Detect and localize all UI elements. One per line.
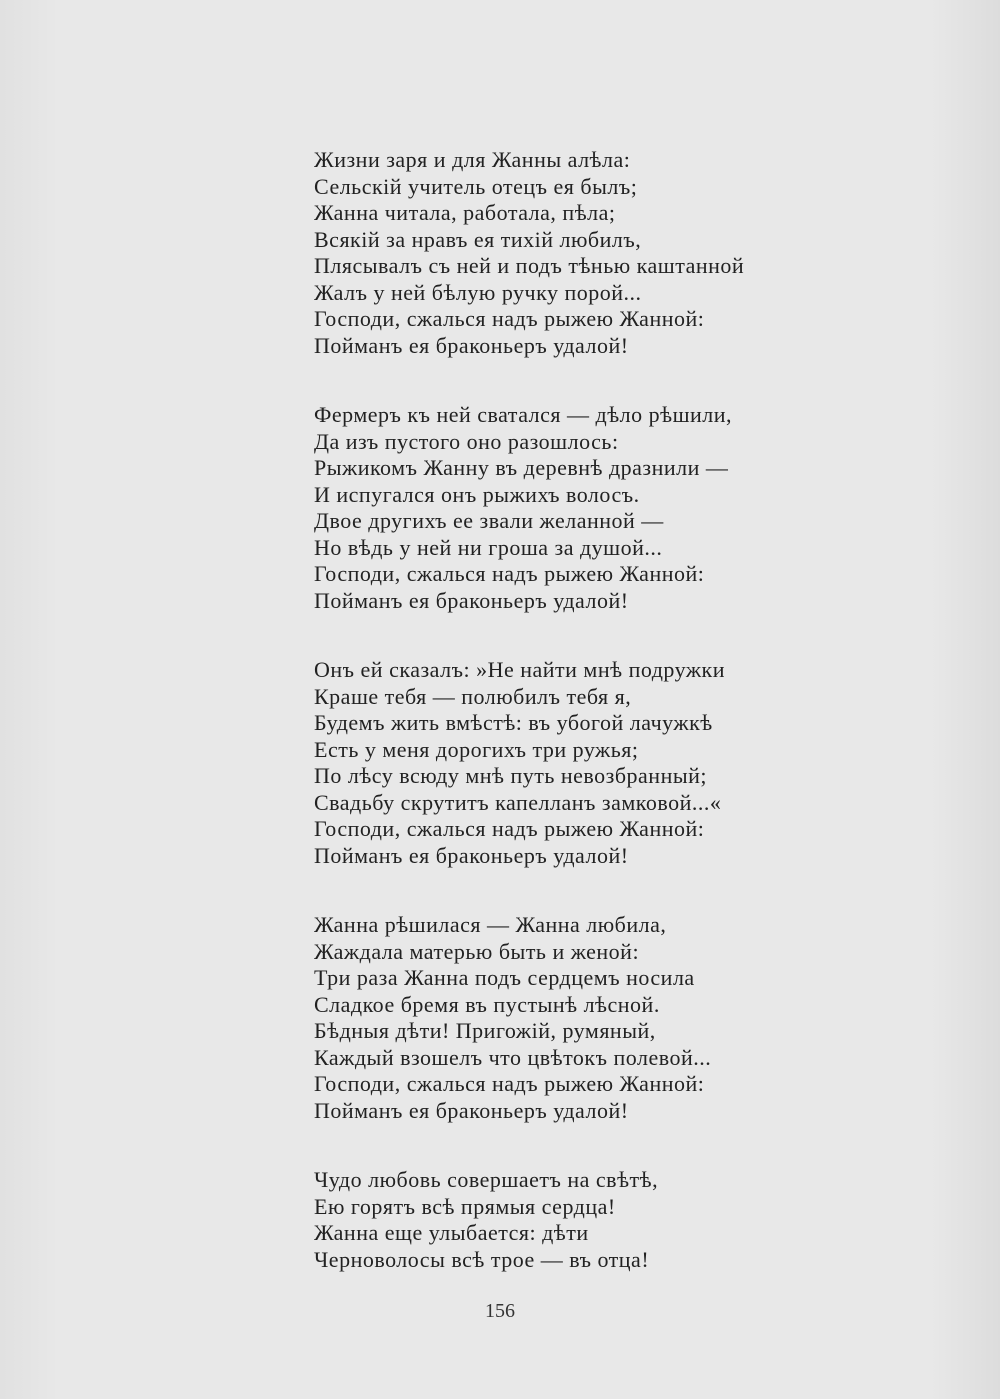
poem-line: Ею горятъ всѣ прямыя сердца!: [314, 1193, 616, 1219]
poem-line: Плясывалъ съ ней и подъ тѣнью каштанной: [314, 253, 745, 278]
poem-text: [314, 147, 834, 1273]
poem-line: Свадьбу скрутитъ капелланъ замковой...«: [314, 789, 722, 815]
poem-line: Будемъ жить вмѣстѣ: въ убогой лачужкѣ: [314, 710, 713, 735]
poem-line: Бѣдныя дѣти! Пригожій, румяный,: [314, 1018, 656, 1043]
poem-line: Жанна читала, работала, пѣла;: [314, 200, 616, 225]
poem-line: Черноволосы всѣ трое — въ отца!: [314, 1246, 650, 1272]
stanza-3: [314, 657, 834, 869]
poem-line: Жизни заря и для Жанны алѣла:: [314, 147, 631, 172]
poem-line: Сладкое бремя въ пустынѣ лѣсной.: [314, 991, 660, 1017]
poem-line: Жанна еще улыбается: дѣти: [314, 1220, 589, 1245]
poem-line: Жалъ у ней бѣлую ручку порой...: [314, 279, 642, 305]
poem-line: Жанна рѣшилася — Жанна любила,: [314, 912, 667, 937]
poem-line: Рыжикомъ Жанну въ деревнѣ дразнили —: [314, 455, 729, 480]
stanza-2: [314, 402, 834, 614]
poem-line: Чудо любовь совершаетъ на свѣтѣ,: [314, 1167, 659, 1192]
poem-line: Есть у меня дорогихъ три ружья;: [314, 736, 639, 762]
poem-line: Всякій за нравъ ея тихій любилъ,: [314, 226, 642, 252]
poem-refrain-line: Пойманъ ея браконьеръ удалой!: [314, 332, 629, 358]
poem-line: Да изъ пустого оно разошлось:: [314, 428, 619, 454]
poem-line: Сельскій учитель отецъ ея былъ;: [314, 173, 638, 199]
poem-line: Жаждала матерью быть и женой:: [314, 938, 640, 964]
poem-line: Онъ ей сказалъ: »Не найти мнѣ подружки: [314, 657, 725, 682]
poem-line: Но вѣдь у ней ни гроша за душой...: [314, 534, 663, 560]
stanza-5: [314, 1167, 834, 1273]
poem-refrain-line: Пойманъ ея браконьеръ удалой!: [314, 587, 629, 613]
poem-line: Краше тебя — полюбилъ тебя я,: [314, 683, 632, 709]
page-number: 156: [485, 1300, 515, 1322]
poem-refrain-line: Пойманъ ея браконьеръ удалой!: [314, 842, 629, 868]
stanza-4: [314, 912, 834, 1124]
poem-line: И испугался онъ рыжихъ волосъ.: [314, 481, 640, 507]
poem-line: Фермеръ къ ней сватался — дѣло рѣшили,: [314, 402, 733, 427]
poem-refrain-line: Господи, сжалься надъ рыжею Жанной:: [314, 1071, 705, 1096]
poem-refrain-line: Господи, сжалься надъ рыжею Жанной:: [314, 306, 705, 331]
poem-line: Каждый взошелъ что цвѣтокъ полевой...: [314, 1044, 712, 1070]
poem-refrain-line: Господи, сжалься надъ рыжею Жанной:: [314, 561, 705, 586]
poem-line: По лѣсу всюду мнѣ путь невозбранный;: [314, 763, 708, 788]
poem-refrain-line: Пойманъ ея браконьеръ удалой!: [314, 1097, 629, 1123]
stanza-1: [314, 147, 834, 359]
poem-line: Двое другихъ ее звали желанной —: [314, 508, 664, 533]
poem-line: Три раза Жанна подъ сердцемъ носила: [314, 965, 695, 990]
poem-refrain-line: Господи, сжалься надъ рыжею Жанной:: [314, 816, 705, 841]
